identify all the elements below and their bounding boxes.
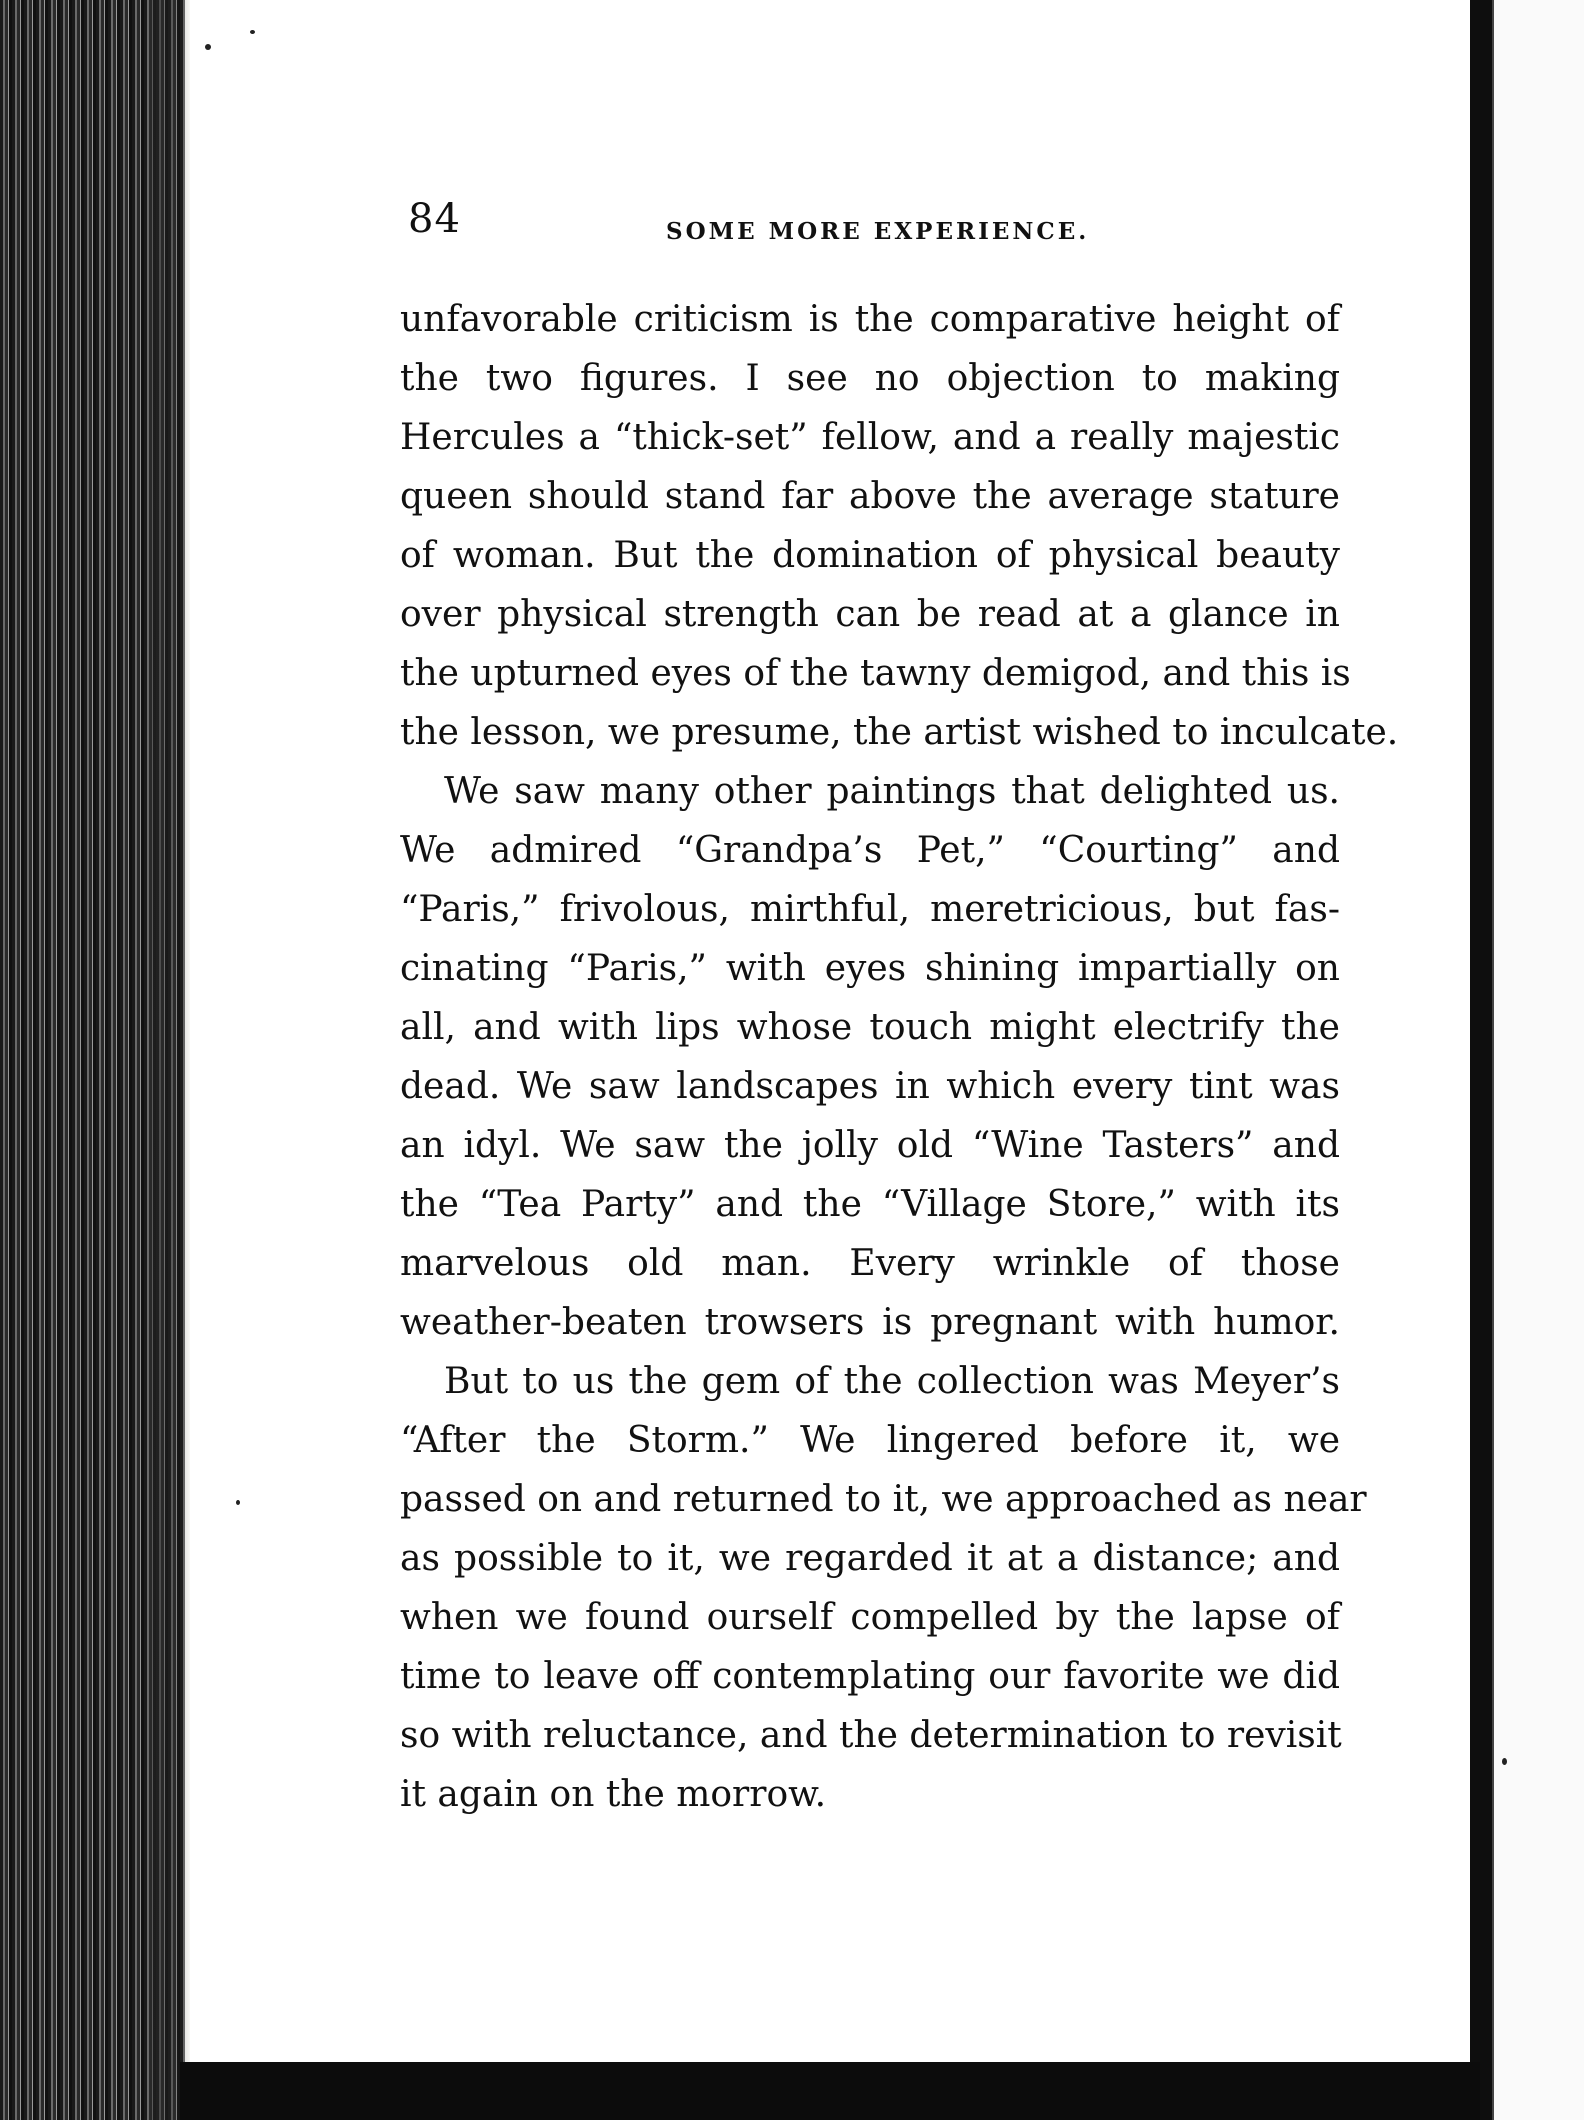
text-line: marvelous old man. Every wrinkle of those bbox=[400, 1243, 1340, 1284]
paragraph bbox=[400, 762, 1340, 1352]
text-line: queen should stand far above the average stature bbox=[400, 476, 1340, 517]
running-head: SOME MORE EXPERIENCE. bbox=[666, 218, 1090, 245]
text-line: of woman. But the domination of physical beauty bbox=[400, 535, 1340, 576]
text-line: Hercules a “thick-set” fellow, and a really majestic bbox=[400, 417, 1340, 458]
text-line: the “Tea Party” and the “Village Store,” with its bbox=[400, 1184, 1340, 1225]
text-line: passed on and returned to it, we approached as near bbox=[400, 1479, 1367, 1520]
page-edge-shadow bbox=[150, 0, 190, 2120]
text-line: over physical strength can be read at a glance in bbox=[400, 594, 1340, 635]
text-line: We admired “Grandpa’s Pet,” “Courting” and bbox=[400, 830, 1340, 871]
bottom-page-edge bbox=[180, 2062, 1480, 2120]
text-line: it again on the morrow. bbox=[400, 1774, 827, 1815]
text-line: the lesson, we presume, the artist wished to inculcate. bbox=[400, 712, 1399, 753]
text-line: “After the Storm.” We lingered before it, we bbox=[400, 1420, 1340, 1461]
text-line: when we found ourself compelled by the lapse of bbox=[400, 1597, 1340, 1638]
body-text bbox=[400, 290, 1399, 1824]
scan-speck bbox=[205, 44, 211, 50]
adjacent-page-strip bbox=[1492, 0, 1584, 2120]
text-line: the two figures. I see no objection to making bbox=[400, 358, 1340, 399]
text-line: as possible to it, we regarded it at a distance; and bbox=[400, 1538, 1340, 1579]
text-line: so with reluctance, and the determination to revisit bbox=[400, 1715, 1342, 1756]
scan-speck bbox=[250, 30, 255, 34]
paragraph bbox=[400, 1352, 1367, 1824]
page-number: 84 bbox=[408, 196, 461, 242]
paragraph bbox=[400, 290, 1399, 762]
text-line: We saw many other paintings that delighted us. bbox=[444, 771, 1340, 812]
text-line: time to leave off contemplating our favorite we did bbox=[400, 1656, 1340, 1697]
text-line: an idyl. We saw the jolly old “Wine Tasters” and bbox=[400, 1125, 1340, 1166]
text-line: “Paris,” frivolous, mirthful, meretricious, but fas- bbox=[400, 889, 1340, 930]
text-line: But to us the gem of the collection was Meyer’s bbox=[444, 1361, 1340, 1402]
text-line: dead. We saw landscapes in which every tint was bbox=[400, 1066, 1340, 1107]
text-line: unfavorable criticism is the comparative height of bbox=[400, 299, 1340, 340]
text-line: all, and with lips whose touch might electrify the bbox=[400, 1007, 1340, 1048]
right-gutter-shadow bbox=[1470, 0, 1492, 2120]
text-line: cinating “Paris,” with eyes shining impartially on bbox=[400, 948, 1340, 989]
scan-speck bbox=[1502, 1758, 1507, 1765]
text-line: the upturned eyes of the tawny demigod, and this is bbox=[400, 653, 1351, 694]
scan-speck bbox=[236, 1500, 240, 1505]
page-header bbox=[408, 196, 1088, 256]
text-line: weather-beaten trowsers is pregnant with humor. bbox=[400, 1302, 1340, 1343]
